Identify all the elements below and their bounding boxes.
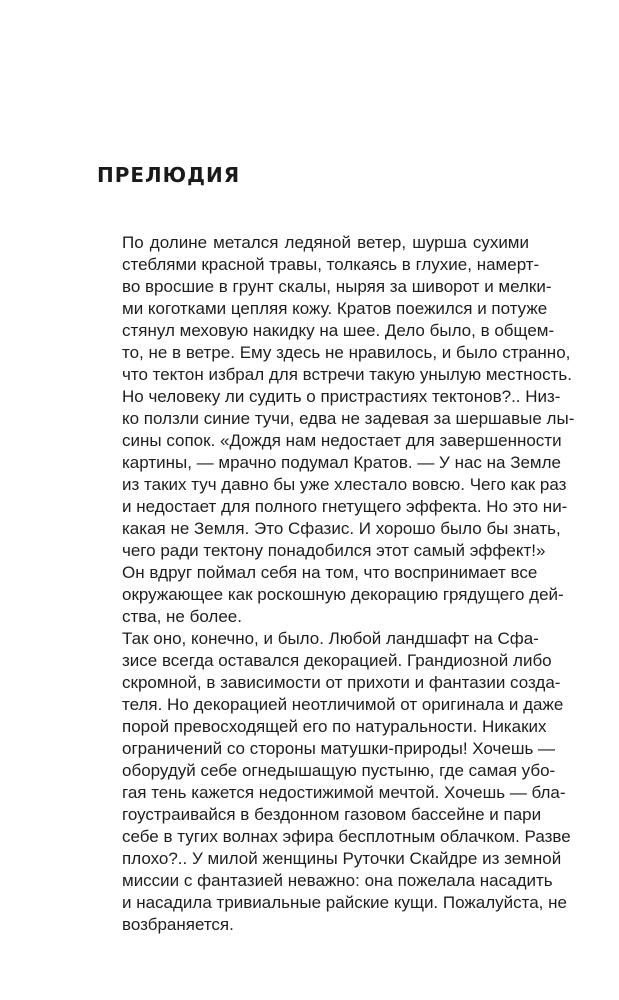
text-line: и насадила тривиальные райские кущи. Пожалуйста, не — [122, 893, 567, 912]
text-line: гоустраивайся в бездонном газовом бассейне и пари — [122, 805, 542, 824]
text-line: оборудуй себе огнедышащую пустыню, где самая убо- — [122, 761, 556, 780]
text-line: порой превосходящей его по натуральности. Никаких — [122, 717, 547, 736]
text-line: что тектон избрал для встречи такую унылую местность. — [122, 365, 572, 384]
text-line: стянул меховую накидку на шее. Дело было, в общем- — [122, 321, 555, 340]
text-line: зисе всегда оставался декорацией. Грандиозной либо — [122, 651, 552, 670]
text-line: во вросшие в грунт скалы, ныряя за шиворот и мелки- — [122, 277, 552, 296]
text-line: Он вдруг поймал себя на том, что воспринимает все — [122, 563, 538, 582]
text-line: ства, не более. — [122, 607, 242, 626]
text-line: Но человеку ли судить о пристрастиях тектонов?.. Низ- — [122, 387, 561, 406]
paragraph-2 — [96, 562, 564, 628]
text-line: ми коготками цепляя кожу. Кратов поежился и потуже — [122, 299, 548, 318]
paragraph-3 — [96, 628, 571, 936]
body-text — [96, 232, 575, 936]
text-line: и недостает для полного гнетущего эффекта. Но это ни- — [122, 497, 568, 516]
text-line: какая не Земля. Это Сфазис. И хорошо было бы знать, — [122, 519, 561, 538]
text-line: то, не в ветре. Ему здесь не нравилось, и было странно, — [122, 343, 571, 362]
text-line: ограничений со стороны матушки-природы! Хочешь — — [122, 739, 556, 758]
text-line: скромной, в зависимости от прихоти и фантазии созда- — [122, 673, 561, 692]
text-line: сины сопок. «Дождя нам недостает для завершенности — [122, 431, 562, 450]
text-line: чего ради тектону понадобился этот самый эффект!» — [122, 541, 546, 560]
text-line: окружающее как роскошную декорацию грядущего дей- — [122, 585, 564, 604]
chapter-title: ПРЕЛЮДИЯ — [97, 163, 241, 187]
text-line: гая тень кажется недостижимой мечтой. Хочешь — бла- — [122, 783, 566, 802]
text-line: картины, — мрачно подумал Кратов. — У нас на Земле — [122, 453, 561, 472]
text-line: плохо?.. У милой женщины Руточки Скайдре из земной — [122, 849, 562, 868]
text-line: возбраняется. — [122, 915, 234, 934]
text-line: из таких туч давно бы уже хлестало вовсю. Чего как раз — [122, 475, 567, 494]
text-line: По долине метался ледяной ветер, шурша сухими — [122, 233, 529, 252]
paragraph-1 — [96, 232, 575, 562]
text-line: стеблями красной травы, толкаясь в глухие, намерт- — [122, 255, 540, 274]
text-line: Так оно, конечно, и было. Любой ландшафт на Сфа- — [122, 629, 539, 648]
text-line: себе в тугих волнах эфира бесплотным облачком. Разве — [122, 827, 571, 846]
text-line: ко ползли синие тучи, едва не задевая за шершавые лы- — [122, 409, 575, 428]
text-line: теля. Но декорацией неотличимой от оригинала и даже — [122, 695, 564, 714]
text-line: миссии с фантазией неважно: она пожелала насадить — [122, 871, 553, 890]
